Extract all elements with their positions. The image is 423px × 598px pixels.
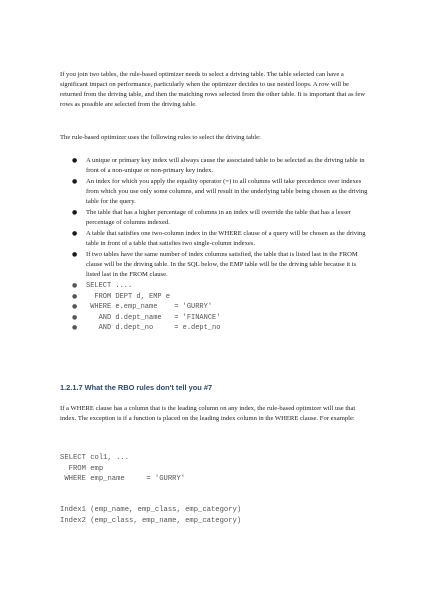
code-list-item: ● WHERE e.emp_name = 'GURRY' xyxy=(72,303,213,311)
list-item: ● If two tables have the same number of index columns satisfied, the table that is listed last in the FROM clause will be the driving table. In the SQL below, the EMP table will be the driving table because it is listed last in the FROM clause. xyxy=(72,251,358,278)
code-list-item: ● SELECT .... xyxy=(72,282,133,290)
list-item: ● The table that has a higher percentage of columns in an index will override the table that has a lesser percentage of columns indexed. xyxy=(72,209,351,226)
bullet-icon: ● xyxy=(72,282,78,289)
bullet-icon: ● xyxy=(72,178,78,185)
code-block-query: SELECT col1, ... FROM emp WHERE emp_name = 'GURRY' xyxy=(60,454,186,483)
list-item: ● A table that satisfies one two-column index in the WHERE clause of a query will be chosen as the driving table in front of a table that satisfies two single-column indexes. xyxy=(72,230,366,247)
bullet-icon: ● xyxy=(72,251,78,258)
bullet-icon: ● xyxy=(72,292,78,300)
bullet-icon: ● xyxy=(72,303,78,310)
code-list-item: ● AND d.dept_no = e.dept_no xyxy=(72,324,221,332)
code-block-indexes: Index1 (emp_name, emp_class, emp_category) Index2 (emp_class, emp_name, emp_category) xyxy=(60,506,242,525)
bullet-icon: ● xyxy=(72,313,78,321)
bullet-icon: ● xyxy=(72,209,78,216)
intro-paragraph: If you join two tables, the rule-based optimizer needs to select a driving table. The table selected can have a significant impact on performance, particularly when the optimizer decides to use nested loops. A row will be returned from the driving table, and then the matching rows selected from the other table. It is important that as few rows as possible are selected from the driving table. xyxy=(60,71,366,108)
rules-list xyxy=(60,156,372,334)
section-paragraph: If a WHERE clause has a column that is the leading column on any index, the rule-based optimizer will use that index. The exception is if a function is placed on the leading index column in the WHERE clause. For example: xyxy=(60,405,356,422)
list-item: ● An index for which you apply the equality operator (=) to all columns will take precedence over indexes from which you use only some columns, and will result in the underlying table being chosen as the driving table for the query. xyxy=(72,178,368,205)
section-heading: 1.2.1.7 What the RBO rules don't tell you #7 xyxy=(60,383,213,392)
bullet-icon: ● xyxy=(72,157,78,164)
code-list-item: ● FROM DEPT d, EMP e xyxy=(72,292,171,301)
list-item: ● A unique or primary key index will always cause the associated table to be selected as the driving table in front of a non-unique or non-primary key index. xyxy=(72,157,365,174)
code-list-item: ● AND d.dept_name = 'FINANCE' xyxy=(72,313,221,322)
rules-intro: The rule-based optimizer uses the following rules to select the driving table: xyxy=(60,134,261,141)
bullet-icon: ● xyxy=(72,230,78,237)
bullet-icon: ● xyxy=(72,324,78,331)
